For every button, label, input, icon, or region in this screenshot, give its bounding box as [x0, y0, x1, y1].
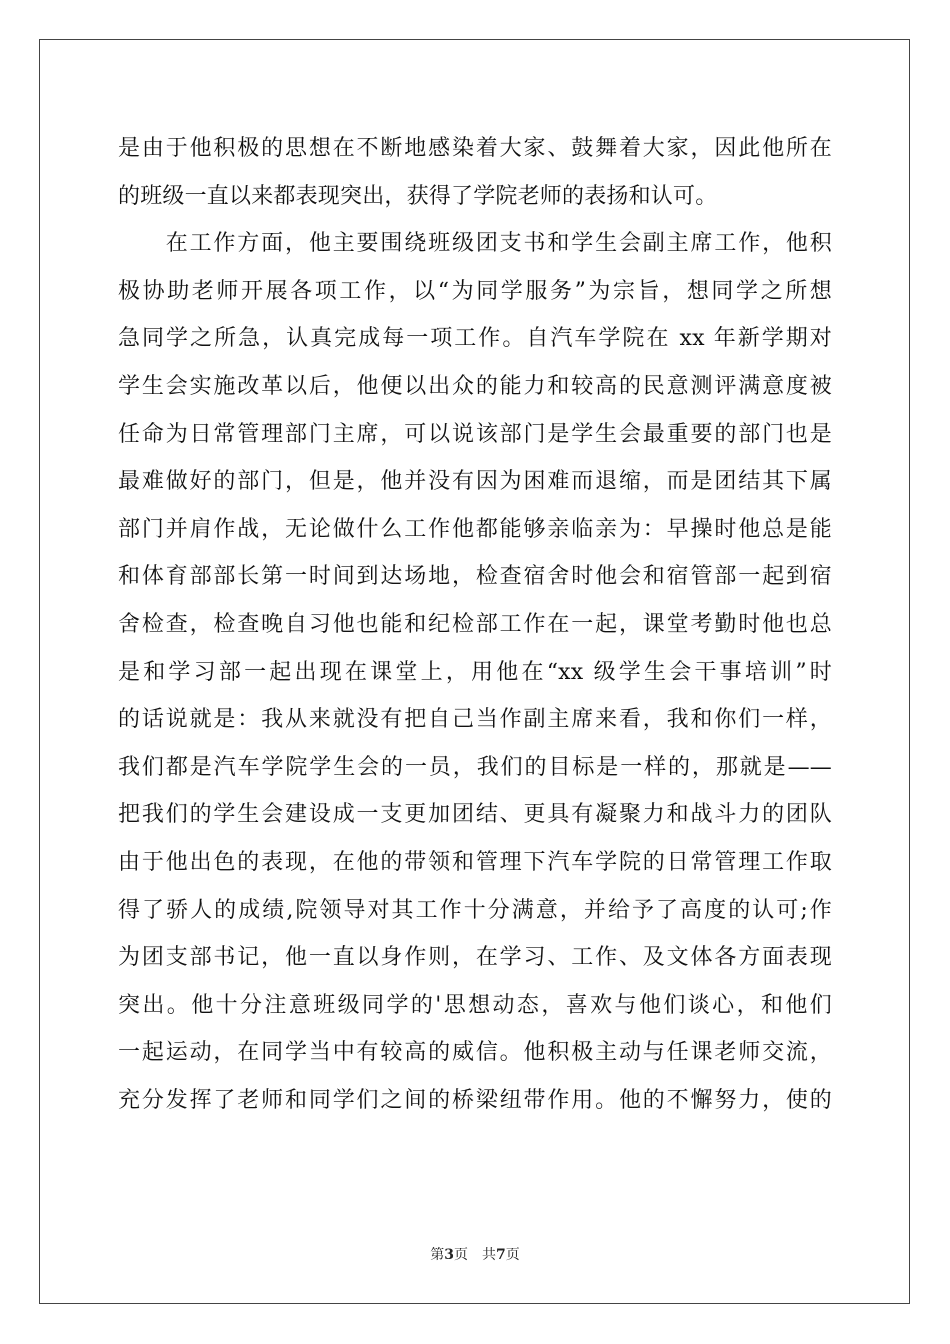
- text-line: 是和学习部一起出现在课堂上，用他在“xx 级学生会干事培训”时: [118, 659, 832, 685]
- text-line: 学生会实施改革以后，他便以出众的能力和较高的民意测评满意度被: [118, 373, 832, 399]
- text-line: 的话说就是：我从来就没有把自己当作副主席来看，我和你们一样，: [118, 707, 832, 733]
- page-suffix: 页: [454, 1247, 468, 1263]
- text-line: 一起运动，在同学当中有较高的威信。他积极主动与任课老师交流，: [118, 1040, 832, 1066]
- text-line: 最难做好的部门，但是，他并没有因为困难而退缩，而是团结其下属: [118, 469, 832, 495]
- page-prefix: 第: [430, 1247, 445, 1263]
- text-line: 部门并肩作战，无论做什么工作他都能够亲临亲为：早操时他总是能: [118, 516, 832, 542]
- text-line: 为团支部书记，他一直以身作则，在学习、工作、及文体各方面表现: [118, 945, 832, 971]
- text-line: 和体育部部长第一时间到达场地，检查宿舍时他会和宿管部一起到宿: [118, 564, 832, 590]
- text-line: 舍检查，检查晚自习他也能和纪检部工作在一起，课堂考勤时他也总: [118, 611, 832, 637]
- page-number: 3: [444, 1247, 454, 1263]
- text-line: 是由于他积极的思想在不断地感染着大家、鼓舞着大家，因此他所在: [118, 136, 832, 161]
- total-pages: 7: [496, 1247, 506, 1263]
- text-line: 得了骄人的成绩,院领导对其工作十分满意，并给予了高度的认可;作: [118, 897, 832, 923]
- text-line: 突出。他十分注意班级同学的'思想动态，喜欢与他们谈心，和他们: [118, 992, 832, 1018]
- text-line: 任命为日常管理部门主席，可以说该部门是学生会最重要的部门也是: [118, 421, 832, 447]
- total-prefix: 共: [482, 1247, 496, 1263]
- text-line: 充分发挥了老师和同学们之间的桥梁纽带作用。他的不懈努力，使的: [118, 1087, 832, 1113]
- text-line: 我们都是汽车学院学生会的一员，我们的目标是一样的，那就是——: [118, 754, 832, 780]
- text-line: 的班级一直以来都表现突出，获得了学院老师的表扬和认可。: [118, 183, 718, 209]
- page-footer: [0, 1244, 950, 1264]
- text-line: 在工作方面，他主要围绕班级团支书和学生会副主席工作，他积: [118, 231, 832, 257]
- document-body: [118, 125, 832, 1124]
- text-line: 极协助老师开展各项工作，以“为同学服务”为宗旨，想同学之所想: [118, 278, 832, 304]
- text-line: 由于他出色的表现，在他的带领和管理下汽车学院的日常管理工作取: [118, 849, 832, 875]
- text-line: 把我们的学生会建设成一支更加团结、更具有凝聚力和战斗力的团队: [118, 802, 832, 828]
- text-line: 急同学之所急，认真完成每一项工作。自汽车学院在 xx 年新学期对: [118, 326, 832, 352]
- total-suffix: 页: [505, 1247, 520, 1263]
